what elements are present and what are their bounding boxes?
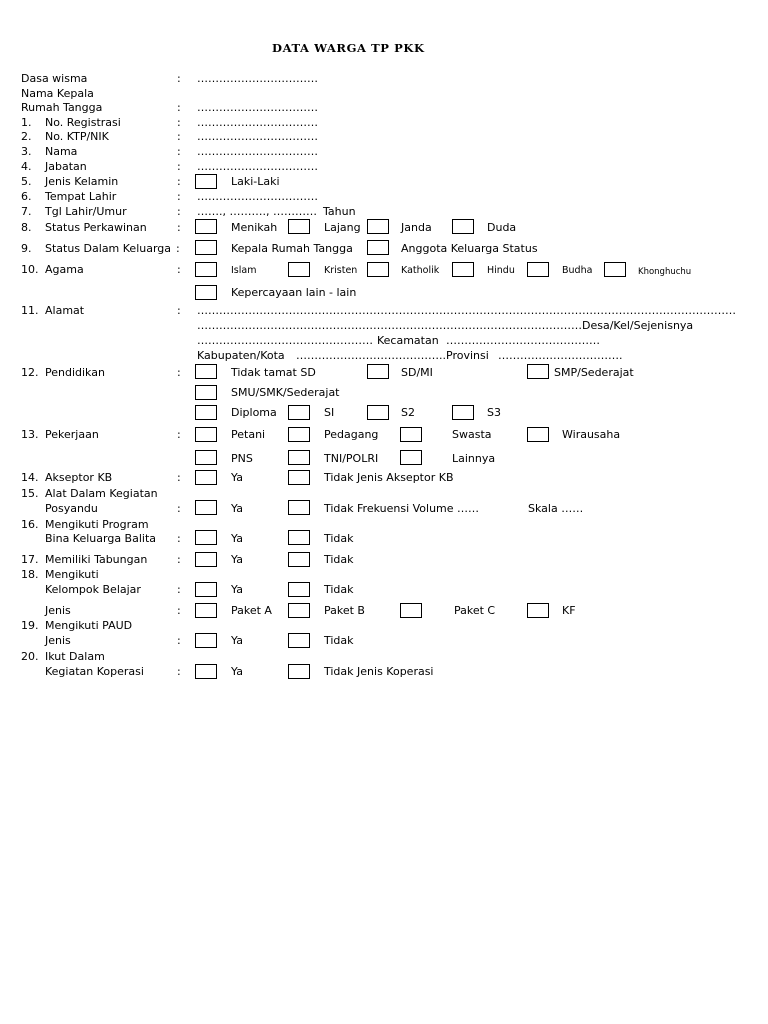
label-no-registrasi: No. Registrasi — [45, 116, 121, 129]
checkbox-akseptor-tidak[interactable] — [288, 470, 310, 485]
option-islam: Islam — [231, 265, 257, 276]
checkbox-s1[interactable] — [288, 405, 310, 420]
colon: : — [177, 471, 181, 484]
label-provinsi: Provinsi — [446, 349, 489, 362]
checkbox-janda[interactable] — [367, 219, 389, 234]
option-paket-a: Paket A — [231, 604, 272, 617]
checkbox-lajang[interactable] — [288, 219, 310, 234]
colon: : — [177, 190, 181, 203]
option-tidak-frekuensi: Tidak Frekuensi Volume …… — [324, 502, 480, 515]
option-ya: Ya — [231, 665, 243, 678]
checkbox-pns[interactable] — [195, 450, 217, 465]
label-kabupaten: Kabupaten/Kota — [197, 349, 285, 362]
colon: : — [177, 221, 181, 234]
checkbox-kristen[interactable] — [288, 262, 310, 277]
checkbox-diploma[interactable] — [195, 405, 217, 420]
option-khonghuchu: Khonghuchu — [638, 267, 692, 277]
checkbox-kepercayaan[interactable] — [195, 285, 217, 300]
checkbox-tidak-tamat-sd[interactable] — [195, 364, 217, 379]
option-kepercayaan: Kepercayaan lain - lain — [231, 286, 357, 299]
item-number: 9. — [21, 242, 32, 255]
label-status-perkawinan: Status Perkawinan — [45, 221, 147, 234]
label-jenis: Jenis — [45, 604, 71, 617]
option-budha: Budha — [562, 265, 593, 276]
item-number: 4. — [21, 160, 32, 173]
checkbox-akseptor-ya[interactable] — [195, 470, 217, 485]
checkbox-kf[interactable] — [527, 603, 549, 618]
item-number: 3. — [21, 145, 32, 158]
checkbox-bkb-ya[interactable] — [195, 530, 217, 545]
tgl-lahir-field[interactable]: ……., ………., ………… — [197, 205, 317, 218]
option-sd-mi: SD/MI — [401, 366, 433, 379]
colon: : — [177, 130, 181, 143]
label-akseptor-kb: Akseptor KB — [45, 471, 113, 484]
item-number: 15. — [21, 487, 39, 500]
checkbox-petani[interactable] — [195, 427, 217, 442]
checkbox-tni-polri[interactable] — [288, 450, 310, 465]
option-swasta: Swasta — [452, 428, 492, 441]
colon: : — [177, 175, 181, 188]
checkbox-tabungan-ya[interactable] — [195, 552, 217, 567]
item-number: 5. — [21, 175, 32, 188]
colon: : — [177, 160, 181, 173]
label-alamat: Alamat — [45, 304, 85, 317]
no-registrasi-field[interactable]: …………………………… — [197, 116, 318, 129]
option-duda: Duda — [487, 221, 517, 234]
option-skala: Skala …… — [528, 502, 584, 515]
item-number: 6. — [21, 190, 32, 203]
label-kegiatan-koperasi: Kegiatan Koperasi — [45, 665, 144, 678]
colon: : — [177, 553, 181, 566]
checkbox-posyandu-ya[interactable] — [195, 500, 217, 515]
label-dasa-wisma: Dasa wisma — [21, 72, 88, 85]
colon: : — [177, 583, 181, 596]
item-number: 10. — [21, 263, 39, 276]
option-ya: Ya — [231, 583, 243, 596]
option-tidak: Tidak — [324, 553, 354, 566]
option-wirausaha: Wirausaha — [562, 428, 621, 441]
colon: : — [177, 532, 181, 545]
item-number: 13. — [21, 428, 39, 441]
colon: : — [177, 428, 181, 441]
item-number: 14. — [21, 471, 39, 484]
option-ya: Ya — [231, 502, 243, 515]
label-posyandu: Posyandu — [45, 502, 98, 515]
label-pekerjaan: Pekerjaan — [45, 428, 99, 441]
label-mengikuti-program: Mengikuti Program — [45, 518, 149, 531]
option-tidak: Tidak — [324, 532, 354, 545]
option-ya: Ya — [231, 532, 243, 545]
option-smp: SMP/Sederajat — [554, 366, 634, 379]
checkbox-islam[interactable] — [195, 262, 217, 277]
label-jenis: Jenis — [45, 634, 71, 647]
checkbox-koperasi-tidak[interactable] — [288, 664, 310, 679]
label-memiliki-tabungan: Memiliki Tabungan — [45, 553, 148, 566]
checkbox-kepala-rt[interactable] — [195, 240, 217, 255]
checkbox-smp[interactable] — [527, 364, 549, 379]
label-mengikuti: Mengikuti — [45, 568, 99, 581]
nama-field[interactable]: …………………………… — [197, 145, 318, 158]
kepala-rt-field[interactable]: …………………………… — [197, 101, 318, 114]
option-hindu: Hindu — [487, 265, 515, 276]
option-tidak: Tidak — [324, 583, 354, 596]
checkbox-budha[interactable] — [527, 262, 549, 277]
item-number: 1. — [21, 116, 32, 129]
checkbox-duda[interactable] — [452, 219, 474, 234]
label-tahun: Tahun — [323, 205, 356, 218]
no-ktp-field[interactable]: …………………………… — [197, 130, 318, 143]
label-jabatan: Jabatan — [45, 160, 87, 173]
provinsi-field[interactable]: ……………………………. — [498, 349, 623, 362]
alamat-line-2[interactable]: ……………………………………………………………………………………………Desa/Kel/Sejenisnya — [197, 319, 694, 332]
option-anggota: Anggota Keluarga Status — [401, 242, 538, 255]
colon: : — [177, 604, 181, 617]
checkbox-menikah[interactable] — [195, 219, 217, 234]
option-paket-b: Paket B — [324, 604, 365, 617]
jabatan-field[interactable]: …………………………… — [197, 160, 318, 173]
checkbox-sd-mi[interactable] — [367, 364, 389, 379]
option-s3: S3 — [487, 406, 501, 419]
label-pendidikan: Pendidikan — [45, 366, 105, 379]
option-smu: SMU/SMK/Sederajat — [231, 386, 340, 399]
checkbox-hindu[interactable] — [452, 262, 474, 277]
option-tni-polri: TNI/POLRI — [324, 452, 379, 465]
option-s2: S2 — [401, 406, 415, 419]
colon: : — [177, 366, 181, 379]
checkbox-paud-tidak[interactable] — [288, 633, 310, 648]
label-no-ktp: No. KTP/NIK — [45, 130, 109, 143]
checkbox-anggota[interactable] — [367, 240, 389, 255]
option-tidak-koperasi: Tidak Jenis Koperasi — [324, 665, 434, 678]
checkbox-smu[interactable] — [195, 385, 217, 400]
colon: : — [177, 304, 181, 317]
option-pedagang: Pedagang — [324, 428, 379, 441]
label-nama: Nama — [45, 145, 78, 158]
label-kecamatan: Kecamatan — [377, 334, 439, 347]
label-tempat-lahir: Tempat Lahir — [45, 190, 117, 203]
option-pns: PNS — [231, 452, 253, 465]
label-nama-kepala: Nama Kepala — [21, 87, 94, 100]
checkbox-koperasi-ya[interactable] — [195, 664, 217, 679]
label-rumah-tangga: Rumah Tangga — [21, 101, 103, 114]
option-petani: Petani — [231, 428, 266, 441]
option-tidak: Tidak — [324, 634, 354, 647]
form-title: DATA WARGA TP PKK — [272, 41, 425, 55]
colon: : — [177, 101, 181, 114]
colon: : — [177, 72, 181, 85]
checkbox-paket-c[interactable] — [400, 603, 422, 618]
label-mengikuti-paud: Mengikuti PAUD — [45, 619, 133, 632]
checkbox-tabungan-tidak[interactable] — [288, 552, 310, 567]
colon: : — [177, 502, 181, 515]
checkbox-kejar-tidak[interactable] — [288, 582, 310, 597]
option-lainnya: Lainnya — [452, 452, 496, 465]
label-tgl-lahir: Tgl Lahir/Umur — [45, 205, 127, 218]
colon: : — [177, 116, 181, 129]
colon: : — [177, 205, 181, 218]
checkbox-khonghuchu[interactable] — [604, 262, 626, 277]
option-paket-c: Paket C — [454, 604, 496, 617]
tempat-lahir-field[interactable]: …………………………… — [197, 190, 318, 203]
option-s1: SI — [324, 406, 335, 419]
checkbox-s2[interactable] — [367, 405, 389, 420]
checkbox-swasta[interactable] — [400, 427, 422, 442]
label-ikut-dalam: Ikut Dalam — [45, 650, 105, 663]
checkbox-posyandu-tidak[interactable] — [288, 500, 310, 515]
item-number: 16. — [21, 518, 39, 531]
option-lajang: Lajang — [324, 221, 361, 234]
option-diploma: Diploma — [231, 406, 277, 419]
option-kristen: Kristen — [324, 265, 358, 276]
colon: : — [176, 242, 180, 255]
checkbox-bkb-tidak[interactable] — [288, 530, 310, 545]
colon: : — [177, 145, 181, 158]
item-number: 20. — [21, 650, 39, 663]
checkbox-laki-laki[interactable] — [195, 174, 217, 189]
item-number: 7. — [21, 205, 32, 218]
option-laki-laki: Laki-Laki — [231, 175, 280, 188]
checkbox-s3[interactable] — [452, 405, 474, 420]
checkbox-paket-b[interactable] — [288, 603, 310, 618]
colon: : — [177, 634, 181, 647]
option-katholik: Katholik — [401, 265, 440, 276]
option-ya: Ya — [231, 471, 243, 484]
option-tidak-akseptor: Tidak Jenis Akseptor KB — [324, 471, 454, 484]
dasa-wisma-field[interactable]: …………………………… — [197, 72, 318, 85]
kabupaten-field[interactable]: ………………………………….. — [296, 349, 446, 362]
label-alat-kegiatan: Alat Dalam Kegiatan — [45, 487, 158, 500]
label-status-keluarga: Status Dalam Keluarga — [45, 242, 172, 255]
label-agama: Agama — [45, 263, 84, 276]
option-janda: Janda — [401, 221, 432, 234]
item-number: 19. — [21, 619, 39, 632]
option-tidak-tamat-sd: Tidak tamat SD — [231, 366, 316, 379]
option-ya: Ya — [231, 553, 243, 566]
alamat-line-3[interactable]: ………………………………………… — [197, 334, 373, 347]
checkbox-katholik[interactable] — [367, 262, 389, 277]
checkbox-wirausaha[interactable] — [527, 427, 549, 442]
item-number: 12. — [21, 366, 39, 379]
checkbox-kejar-ya[interactable] — [195, 582, 217, 597]
colon: : — [177, 263, 181, 276]
checkbox-pedagang[interactable] — [288, 427, 310, 442]
item-number: 2. — [21, 130, 32, 143]
option-kf: KF — [562, 604, 576, 617]
alamat-line-1[interactable]: ………………………………………………………………………………………………………………………………… — [197, 304, 736, 317]
option-kepala-rt: Kepala Rumah Tangga — [231, 242, 353, 255]
item-number: 17. — [21, 553, 39, 566]
item-number: 11. — [21, 304, 39, 317]
kecamatan-field[interactable]: …………………………………… — [446, 334, 600, 347]
label-bina-keluarga: Bina Keluarga Balita — [45, 532, 157, 545]
checkbox-paket-a[interactable] — [195, 603, 217, 618]
label-jenis-kelamin: Jenis Kelamin — [45, 175, 119, 188]
colon: : — [177, 665, 181, 678]
checkbox-paud-ya[interactable] — [195, 633, 217, 648]
option-menikah: Menikah — [231, 221, 278, 234]
checkbox-lainnya[interactable] — [400, 450, 422, 465]
item-number: 18. — [21, 568, 39, 581]
item-number: 8. — [21, 221, 32, 234]
option-ya: Ya — [231, 634, 243, 647]
label-kelompok-belajar: Kelompok Belajar — [45, 583, 141, 596]
